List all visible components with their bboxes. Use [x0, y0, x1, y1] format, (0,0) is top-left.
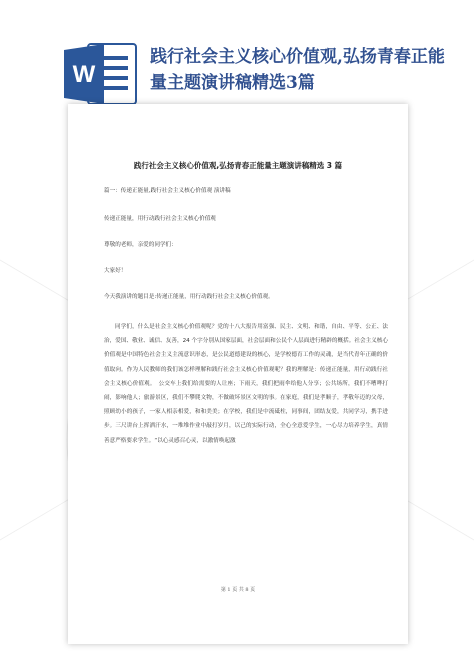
document-title: 践行社会主义核心价值观,弘扬青春正能量主题演讲稿精选 3 篇 [133, 161, 343, 170]
salutation: 尊敬的老师，亲爱的同学们： [104, 242, 177, 248]
body-paragraph: 同学们，什么是社会主义核心价值观呢？党的十八大报告用富强、民主、文明、和谐，自由、平等、公正、法治，爱国、敬业、诚信、友善，24 个字分别从国家层面，社会层面和公民个人层面进行精辟的概括。社会主义核心价值观是中国特色社会主义主流意识形态，是公民道德建设的核心，是学校德育工作的灵魂，是当代青年正确的价值取向。作为人民教师的我们该怎样理解和践行社会主义核心价值观呢？我的理解是：传递正能量，用行动践行社会主义核心价值观。 公交车上我们给需要的人让座；下雨天，我们把雨伞给他人分享；公共场所，我们不嘈哗打闹，影响他人；旅游景区，我们不攀爬文物，不做破坏景区文明的事。在家庭，我们是孝顺子，孝敬年迈的父母，照顾幼小的孩子，一家人相亲相爱，和和美美；在学校，我们是中流砥柱，同事间，团结友爱，共同学习，携手进步。三尺讲台上挥洒汗水，一堆堆作业中敲打岁月，以己的实际行动，全心全意爱学生，一心尽力培养学生，真情善意严格要求学生。“以心灵感召心灵，以激情唤起激 [104, 324, 388, 444]
svg-text:W: W [72, 61, 96, 88]
section-heading: 篇一：传递正能量,践行社会主义核心价值观 演讲稿 [104, 188, 231, 194]
document-page [68, 104, 408, 644]
word-doc-icon [62, 42, 138, 106]
speech-subtitle: 传递正能量，用行动践行社会主义核心价值观 [104, 216, 216, 222]
page-footer: 第 1 页 共 8 页 [220, 587, 256, 593]
page-title: 践行社会主义核心价值观,弘扬青春正能量主题演讲稿精选3篇 [150, 47, 445, 93]
greeting: 大家好！ [104, 268, 127, 274]
intro-paragraph: 今天我演讲的题目是:传递正能量，用行动践行社会主义核心价值观。 [104, 294, 274, 300]
